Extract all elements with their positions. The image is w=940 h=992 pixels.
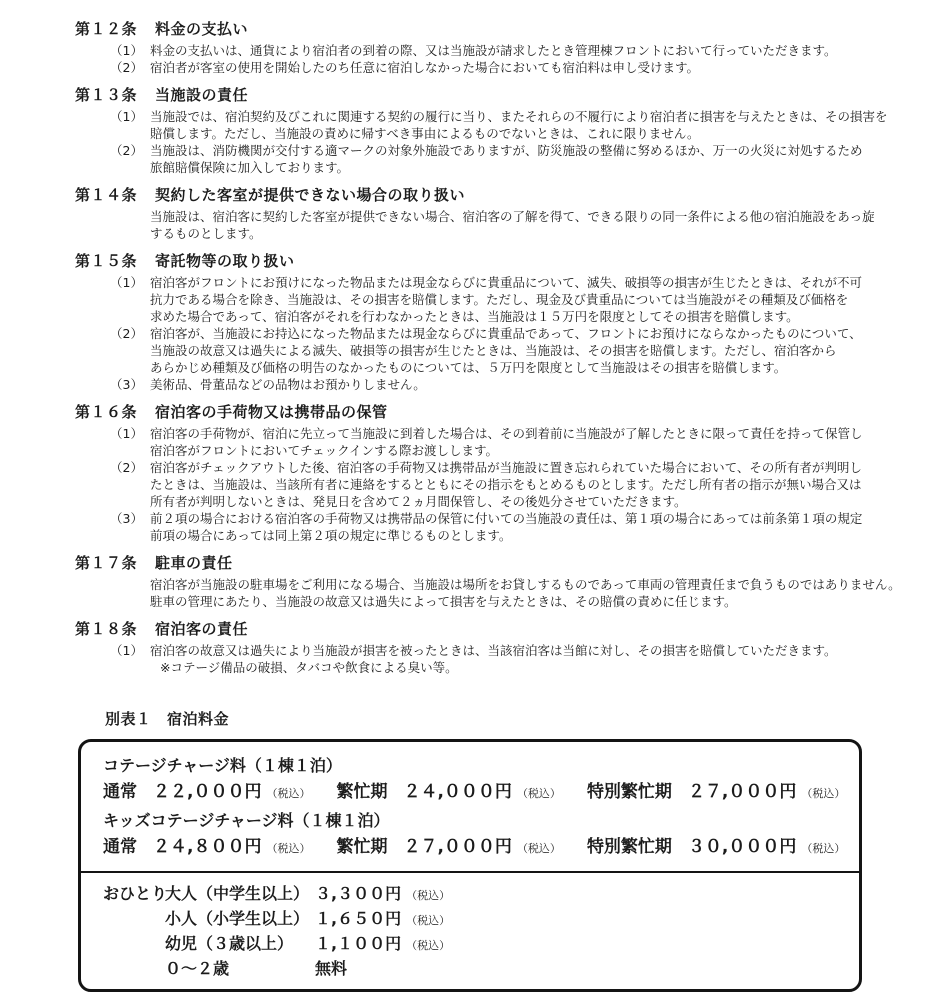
item-number-label: （1） <box>110 43 143 58</box>
tax-included-note: （税込） <box>516 787 561 800</box>
article <box>75 403 920 544</box>
item-lines <box>150 108 888 142</box>
item-number-label <box>110 576 150 610</box>
cottage-charge-section <box>81 742 859 871</box>
article <box>75 554 920 610</box>
item-text-line: たときは、当施設は、当該所有者に連絡をするとともにその指示をもとめるものとします。ただし所有者の指示が無い場合又は <box>150 477 862 492</box>
price-value: ２４,０００円 <box>403 782 512 802</box>
article-heading <box>75 86 920 105</box>
item-number-label <box>110 208 150 242</box>
article-body <box>75 274 920 393</box>
article-number: 第１２条 <box>75 20 138 38</box>
season-label: 通常 <box>103 837 137 857</box>
price-value: ２７,０００円 <box>403 837 512 857</box>
price-cell <box>587 779 845 807</box>
tax-included-note: （税込） <box>801 842 846 855</box>
article <box>75 20 920 76</box>
item-text-line: 旅館賠償保険に加入しております。 <box>150 160 350 175</box>
article-body <box>75 42 920 76</box>
article-item <box>110 642 920 676</box>
tax-included-note: （税込） <box>406 914 451 927</box>
item-text-line: 前項の場合にあっては同上第２項の規定に準じるものとします。 <box>150 528 512 543</box>
article-item <box>110 208 920 242</box>
item-number-label: （3） <box>110 377 143 392</box>
article-item <box>110 42 920 59</box>
item-text-line: 宿泊者が客室の使用を開始したのち任意に宿泊しなかった場合においても宿泊料は申し受けます。 <box>150 60 700 75</box>
item-text-line: 宿泊客の故意又は過失により当施設が損害を被ったときは、当該宿泊客は当館に対し、その損害を賠償していただきます。 <box>150 643 837 658</box>
article-item <box>110 59 920 76</box>
article-title: 寄託物等の取り扱い <box>155 252 295 270</box>
price-value: ３,３００円 <box>315 884 402 903</box>
appendix-price-table <box>75 708 920 992</box>
article-item <box>110 142 920 176</box>
season-label: 特別繁忙期 <box>586 837 672 857</box>
price-cell <box>103 779 310 807</box>
article-body <box>75 425 920 544</box>
item-text-line: 賠償します。ただし、当施設の責めに帰すべき事由によるものでないときは、これに限りません。 <box>150 126 700 141</box>
article <box>75 86 920 176</box>
price-value: ３０,０００円 <box>687 837 797 857</box>
article-title: 料金の支払い <box>155 20 249 38</box>
article-heading <box>75 252 920 271</box>
article-number: 第１３条 <box>75 86 138 104</box>
tax-included-note: （税込） <box>266 842 311 855</box>
item-text-line: ※コテージ備品の破損、タバコや飲食による臭い等。 <box>160 660 458 675</box>
price-cell <box>103 834 310 862</box>
item-text-line: 宿泊客が、当施設にお持込になった物品または現金ならびに貴重品であって、フロントにお預けにならなかったものについて、 <box>150 326 862 341</box>
article-heading <box>75 20 920 39</box>
article-title: 宿泊客の責任 <box>155 620 249 638</box>
item-text-line: 当施設の故意又は過失による滅失、破損等の損害が生じたときは、当施設は、その損害を賠償します。ただし、宿泊客から <box>150 343 837 358</box>
article-title: 契約した客室が提供できない場合の取り扱い <box>155 186 466 204</box>
item-text-line: あらかじめ種類及び価格の明告のなかったものについては、５万円を限度として当施設はその損害を賠償します。 <box>150 360 787 375</box>
article <box>75 620 920 676</box>
item-lines <box>150 325 862 376</box>
item-number-label: （2） <box>110 460 143 475</box>
item-lines <box>150 510 862 544</box>
price-value: ２４,８００円 <box>153 837 262 857</box>
article-heading <box>75 403 920 422</box>
article-heading <box>75 620 920 639</box>
item-text-line: 所有者が判明しないときは、発見日を含めて２ヵ月間保管し、その後処分させていただきます。 <box>150 494 687 509</box>
item-lines <box>150 459 862 510</box>
tax-included-note: （税込） <box>266 787 311 800</box>
person-price-row <box>103 932 859 957</box>
article-body <box>75 208 920 242</box>
item-lines <box>150 576 901 610</box>
article-body <box>75 576 920 610</box>
person-price-row <box>103 957 859 980</box>
item-text-line: 宿泊客がフロントにお預けになった物品または現金ならびに貴重品について、滅失、破損等の損害が生じたときは、それが不可 <box>150 275 863 290</box>
person-category: 大人（中学生以上） <box>165 884 310 903</box>
article-number: 第１８条 <box>75 620 138 638</box>
price-value: 無料 <box>315 959 348 978</box>
season-label: 通常 <box>103 782 137 802</box>
price-cell <box>336 834 560 862</box>
article-item <box>110 376 920 393</box>
article-title: 宿泊客の手荷物又は携帯品の保管 <box>155 403 388 421</box>
price-cell <box>587 834 845 862</box>
item-lines <box>150 208 875 242</box>
article-number: 第１６条 <box>75 403 138 421</box>
item-number-label: （1） <box>110 109 143 124</box>
price-value: １,１００円 <box>315 934 402 953</box>
price-value: ２７,０００円 <box>687 782 797 802</box>
item-text-line: 当施設は、宿泊客に契約した客室が提供できない場合、宿泊客の了解を得て、できる限りの同一条件による他の宿泊施設をあっ旋 <box>150 209 875 224</box>
person-category: 小人（小学生以上） <box>165 909 310 928</box>
charge-price-row <box>103 779 859 807</box>
price-table-caption: 別表１ 宿泊料金 <box>105 710 230 728</box>
item-number-label: （3） <box>110 511 143 526</box>
price-cell <box>336 779 560 807</box>
person-category: ０～２歳 <box>165 959 230 978</box>
item-text-line: 抗力である場合を除き、当施設は、その損害を賠償します。ただし、現金及び貴重品については当施設がその種類及び価格を <box>150 292 849 307</box>
item-text-line: 宿泊客の手荷物が、宿泊に先立って当施設に到着した場合は、その到着前に当施設が了解したときに限って責任を持って保管し <box>150 426 863 441</box>
article-item <box>110 459 920 510</box>
item-number-label: （1） <box>110 275 143 290</box>
tax-included-note: （税込） <box>801 787 846 800</box>
articles <box>75 20 920 676</box>
article-number: 第１４条 <box>75 186 138 204</box>
item-number-label: （1） <box>110 643 143 658</box>
article-item <box>110 325 920 376</box>
person-category: 幼児（３歳以上） <box>165 934 294 953</box>
item-text-line: するものとします。 <box>150 226 262 241</box>
item-number-label: （2） <box>110 143 143 158</box>
article-body <box>75 108 920 176</box>
article <box>75 186 920 242</box>
tax-included-note: （税込） <box>406 939 451 952</box>
item-text-line: 求めた場合であって、宿泊客がそれを行わなかったときは、当施設は１５万円を限度としてその損害を賠償します。 <box>150 309 799 324</box>
item-lines <box>150 642 837 676</box>
tax-included-note: （税込） <box>516 842 561 855</box>
item-lines <box>150 274 862 325</box>
item-text-line: 当施設では、宿泊契約及びこれに関連する契約の履行に当り、またそれらの不履行により宿泊者に損害を与えたときは、その損害を <box>150 109 888 124</box>
article-item <box>110 274 920 325</box>
article-item <box>110 576 920 610</box>
article-heading <box>75 186 920 205</box>
item-text-line: 当施設は、消防機関が交付する適マークの対象外施設でありますが、防災施設の整備に努めるほか、万一の火災に対処するため <box>150 143 863 158</box>
season-label: 繁忙期 <box>336 782 388 802</box>
season-label: 繁忙期 <box>336 837 388 857</box>
item-lines <box>150 42 837 59</box>
person-row-label: おひとり <box>103 884 168 903</box>
price-value: １,６５０円 <box>315 909 402 928</box>
article-item <box>110 510 920 544</box>
item-lines <box>150 425 863 459</box>
article-item <box>110 108 920 142</box>
article-title: 駐車の責任 <box>155 554 233 572</box>
item-text-line: 宿泊客が当施設の駐車場をご利用になる場合、当施設は場所をお貸しするものであって車両の管理責任まで負うものではありません。 <box>150 577 901 592</box>
item-text-line: 宿泊客がフロントにおいてチェックインする際お渡しします。 <box>150 443 499 458</box>
article-title: 当施設の責任 <box>155 86 249 104</box>
price-table-box <box>78 739 862 992</box>
item-text-line: 宿泊客がチェックアウトした後、宿泊客の手荷物又は携帯品が当施設に置き忘れられていた場合において、その所有者が判明し <box>150 460 862 475</box>
per-person-section <box>81 873 859 989</box>
charge-title-row: コテージチャージ料（１棟１泊） <box>103 756 342 775</box>
price-value: ２２,０００円 <box>153 782 262 802</box>
charge-title-row: キッズコテージチャージ料（１棟１泊） <box>103 811 390 830</box>
item-text-line: 前２項の場合における宿泊客の手荷物又は携帯品の保管に付いての当施設の責任は、第１項の場合にあっては前条第１項の規定 <box>150 511 863 526</box>
item-text-line: 料金の支払いは、通貨により宿泊者の到着の際、又は当施設が請求したとき管理棟フロントにおいて行っていただきます。 <box>150 43 837 58</box>
item-text-line: 美術品、骨董品などの品物はお預かりしません。 <box>150 377 426 392</box>
item-number-label: （2） <box>110 60 143 75</box>
tax-included-note: （税込） <box>406 889 451 902</box>
article-heading <box>75 554 920 573</box>
item-text-line: 駐車の管理にあたり、当施設の故意又は過失によって損害を与えたときは、その賠償の責めに任じます。 <box>150 594 737 609</box>
item-number-label: （1） <box>110 426 143 441</box>
item-lines <box>150 376 426 393</box>
article-number: 第１７条 <box>75 554 138 572</box>
item-lines <box>150 142 863 176</box>
item-lines <box>150 59 699 76</box>
person-price-row <box>103 882 859 907</box>
article-body <box>75 642 920 676</box>
article-number: 第１５条 <box>75 252 138 270</box>
season-label: 特別繁忙期 <box>586 782 672 802</box>
person-price-row <box>103 907 859 932</box>
item-number-label: （2） <box>110 326 143 341</box>
article <box>75 252 920 393</box>
article-item <box>110 425 920 459</box>
charge-price-row <box>103 834 859 862</box>
